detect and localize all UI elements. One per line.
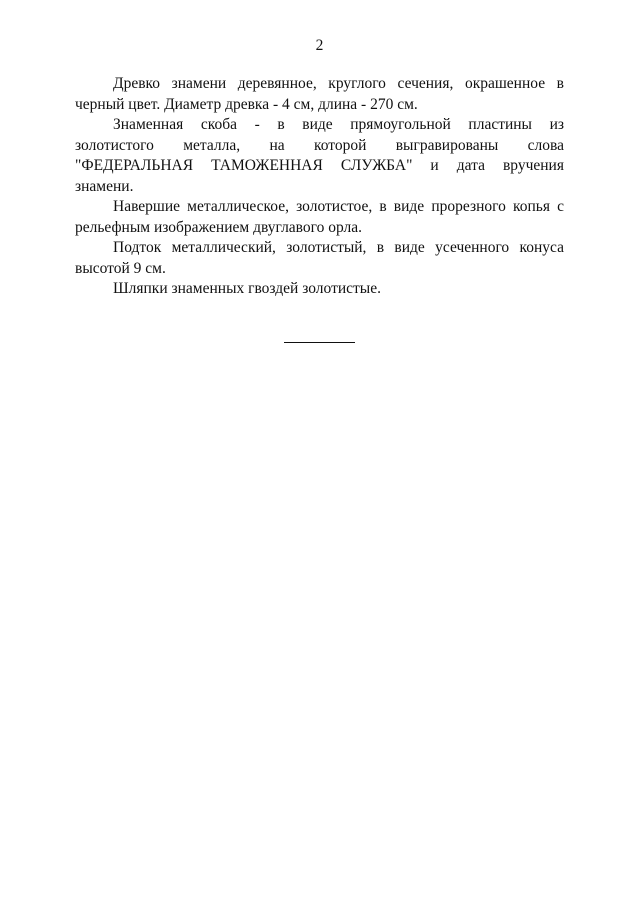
page-number: 2 [315, 37, 324, 54]
text-line: знамени. [75, 177, 134, 195]
text-line: золотистого металла, на которой выгравированы слова [75, 136, 564, 154]
text-line: высотой 9 см. [75, 259, 166, 277]
text-line: рельефным изображением двуглавого орла. [75, 218, 363, 236]
document-body [75, 74, 564, 300]
paragraph-butt-cap [75, 238, 564, 279]
text-line: "ФЕДЕРАЛЬНАЯ ТАМОЖЕННАЯ СЛУЖБА" и дата вручения [75, 157, 564, 174]
paragraph-flagpole [75, 74, 564, 115]
paragraph-nails [75, 279, 564, 300]
text-line: Навершие металлическое, золотистое, в виде прорезного копья с [113, 198, 564, 215]
text-line: Подток металлический, золотистый, в виде усеченного конуса [113, 239, 564, 256]
text-line: Шляпки знаменных гвоздей золотистые. [113, 280, 381, 297]
paragraph-bracket [75, 115, 564, 197]
text-line: Древко знамени деревянное, круглого сечения, окрашенное в [113, 75, 564, 92]
paragraph-finial [75, 197, 564, 238]
text-line: черный цвет. Диаметр древка - 4 см, длина - 270 см. [75, 95, 418, 113]
text-line: Знаменная скоба - в виде прямоугольной пластины из [113, 116, 564, 133]
end-separator-line [284, 342, 355, 343]
